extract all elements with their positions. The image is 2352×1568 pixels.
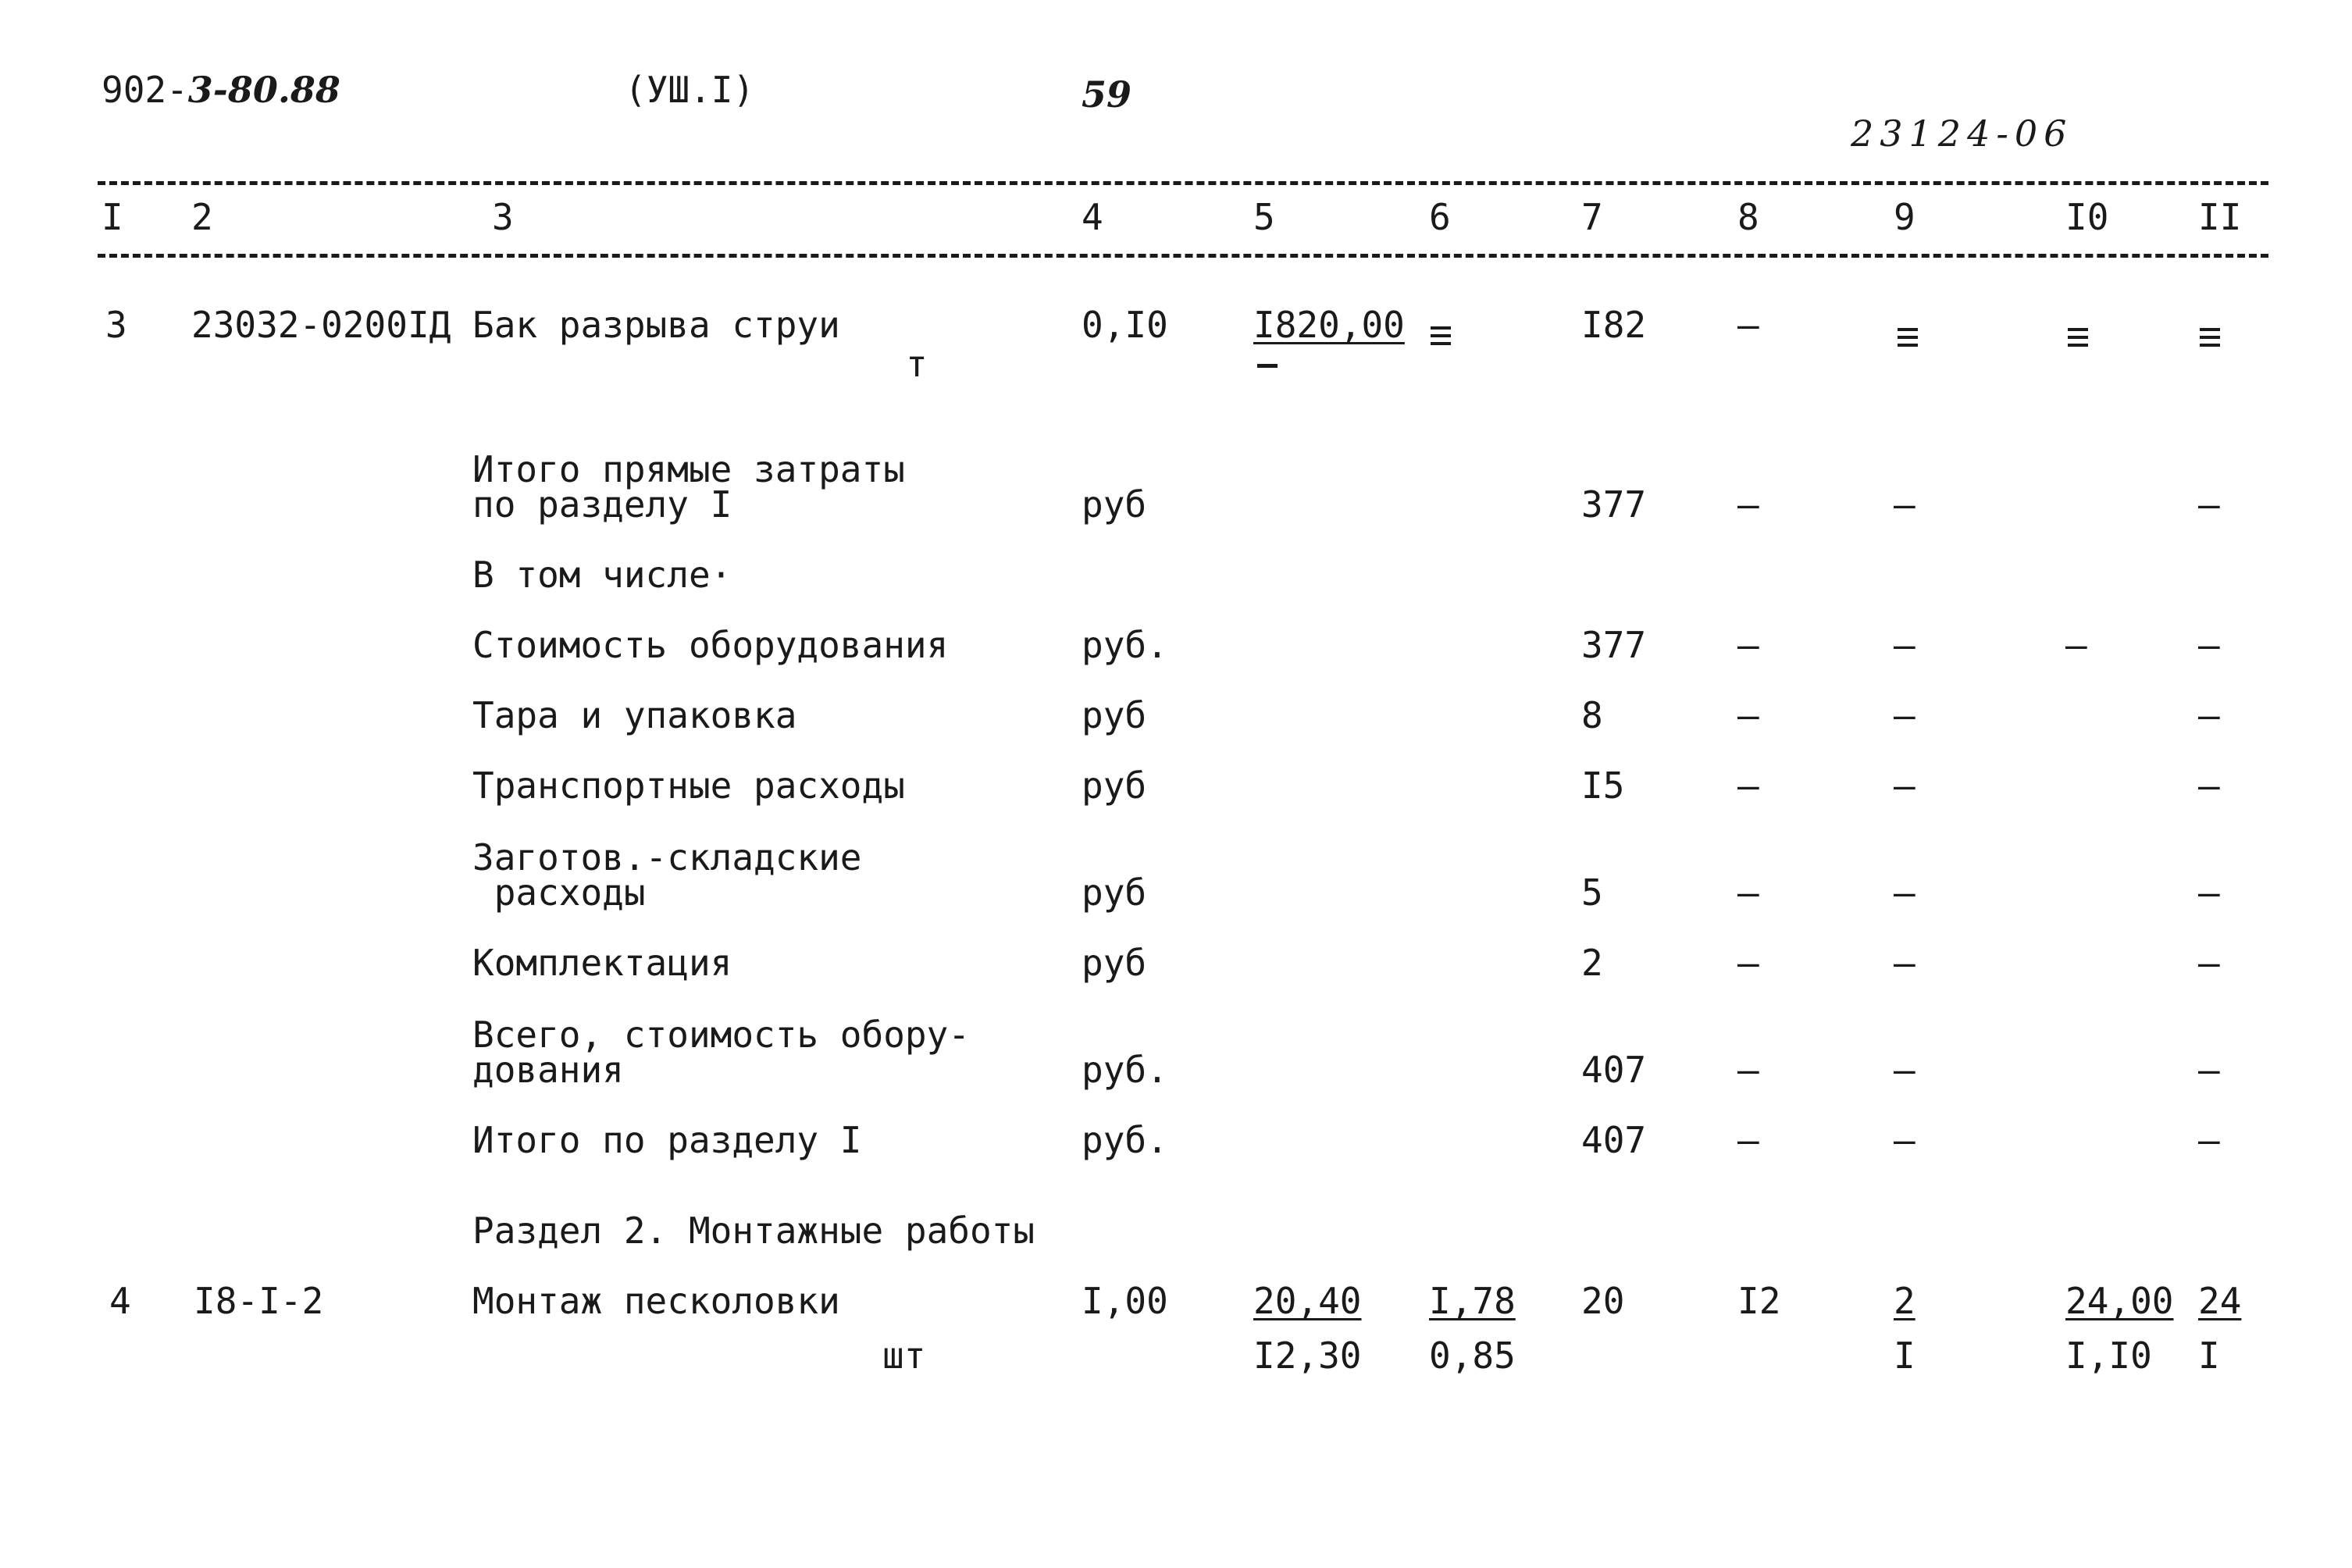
unit: шт [882,1335,926,1377]
col10-value: – [2065,624,2087,666]
total-cost: 377 [1581,483,1647,526]
unit-price-second-dash [1257,364,1278,368]
summary-label: Заготов.-складские [472,836,862,878]
machine-cost: I,78 [1429,1280,1516,1322]
col9-value: – [1894,1049,1915,1091]
col8-value: – [1737,483,1759,526]
col11-value: 24 [2198,1280,2242,1322]
section-2-title: Раздел 2. Монтажные работы [472,1210,1035,1252]
unit: т [906,343,928,385]
col-header-4: 4 [1082,196,1103,238]
summary-label: В том числе· [472,554,732,596]
doc-number-prefix: 902- [102,69,188,111]
summary-label-cont: дования [472,1049,624,1091]
col8-value: – [1737,1119,1759,1161]
col9-value: – [1894,764,1915,807]
item-name: Монтаж песколовки [472,1280,840,1322]
unit: руб [1082,871,1147,914]
resource-code: I8-I-2 [194,1280,324,1322]
unit: руб [1082,694,1147,736]
unit-price: 20,40 [1253,1280,1362,1322]
col11-value: – [2198,764,2220,807]
col9-value: – [1894,1119,1915,1161]
col8-value: – [1737,304,1759,346]
summary-label: Стоимость оборудования [472,624,949,666]
col9-value: – [1894,871,1915,914]
doc-number [102,69,340,111]
col10-value: 24,00 [2065,1280,2174,1322]
summary-label: Тара и упаковка [472,694,797,736]
total-cost: I82 [1581,304,1647,346]
col9-value: – [1894,483,1915,526]
col9-value: – [1894,694,1915,736]
unit-price: I820,00 [1253,304,1405,346]
unit: руб. [1082,1049,1168,1091]
col-header-7: 7 [1581,196,1603,238]
col8-value: – [1737,942,1759,984]
col-header-9: 9 [1894,196,1915,238]
col10-value-bottom: I,I0 [2065,1335,2152,1377]
header-bottom-rule [98,254,2268,258]
item-name: Бак разрыва струи [472,304,840,346]
col-header-5: 5 [1253,196,1275,238]
col-header-10: I0 [2065,196,2109,238]
unit: руб. [1082,624,1168,666]
total-cost: I5 [1581,764,1625,807]
quantity: I,00 [1082,1280,1168,1322]
resource-code: 23032-0200IД [191,304,451,346]
section-code: (УШ.I) [625,69,755,111]
header-top-rule [98,181,2268,185]
total-cost: 20 [1581,1280,1625,1322]
unit: руб [1082,764,1147,807]
col9-value: 2 [1894,1280,1915,1322]
summary-label: Итого прямые затраты [472,448,905,490]
summary-label: Всего, стоимость обору- [472,1014,970,1056]
col8-value: I2 [1737,1280,1781,1322]
summary-label: Итого по разделу I [472,1119,862,1161]
dash-mark [2068,328,2088,351]
col-header-6: 6 [1429,196,1451,238]
unit: руб. [1082,1119,1168,1161]
machine-cost-wages: 0,85 [1429,1335,1516,1377]
col11-value: – [2198,942,2220,984]
summary-label: Комплектация [472,942,732,984]
row-number: 4 [109,1280,131,1322]
col9-value: – [1894,942,1915,984]
total-cost: 407 [1581,1049,1647,1091]
document-code: 23124-06 [1851,112,2073,155]
col11-value: – [2198,1119,2220,1161]
page-number: 59 [1082,73,1132,116]
row-number: 3 [105,304,127,346]
col11-value: – [2198,694,2220,736]
total-cost: 377 [1581,624,1647,666]
summary-label-cont: по разделу I [472,483,732,526]
col8-value: – [1737,694,1759,736]
col11-value-bottom: I [2198,1335,2220,1377]
unit-price-wages: I2,30 [1253,1335,1362,1377]
col-header-8: 8 [1737,196,1759,238]
col11-value: – [2198,483,2220,526]
col8-value: – [1737,871,1759,914]
total-cost: 5 [1581,871,1603,914]
col-header-11: II [2198,196,2242,238]
dash-mark [1431,326,1451,350]
summary-label-cont: расходы [472,871,646,914]
doc-number-handwritten: 3-80.88 [187,69,340,111]
total-cost: 8 [1581,694,1603,736]
unit: руб [1082,942,1147,984]
unit: руб [1082,483,1147,526]
col8-value: – [1737,1049,1759,1091]
col8-value: – [1737,624,1759,666]
col-header-3: 3 [492,196,514,238]
col-header-1: I [102,196,123,238]
col9-value: – [1894,624,1915,666]
col9-value-bottom: I [1894,1335,1915,1377]
quantity: 0,I0 [1082,304,1168,346]
col11-value: – [2198,871,2220,914]
col-header-2: 2 [191,196,213,238]
summary-label: Транспортные расходы [472,764,905,807]
col11-value: – [2198,1049,2220,1091]
col8-value: – [1737,764,1759,807]
dash-mark [1898,328,1918,351]
total-cost: 2 [1581,942,1603,984]
dash-mark [2200,328,2220,351]
col11-value: – [2198,624,2220,666]
total-cost: 407 [1581,1119,1647,1161]
